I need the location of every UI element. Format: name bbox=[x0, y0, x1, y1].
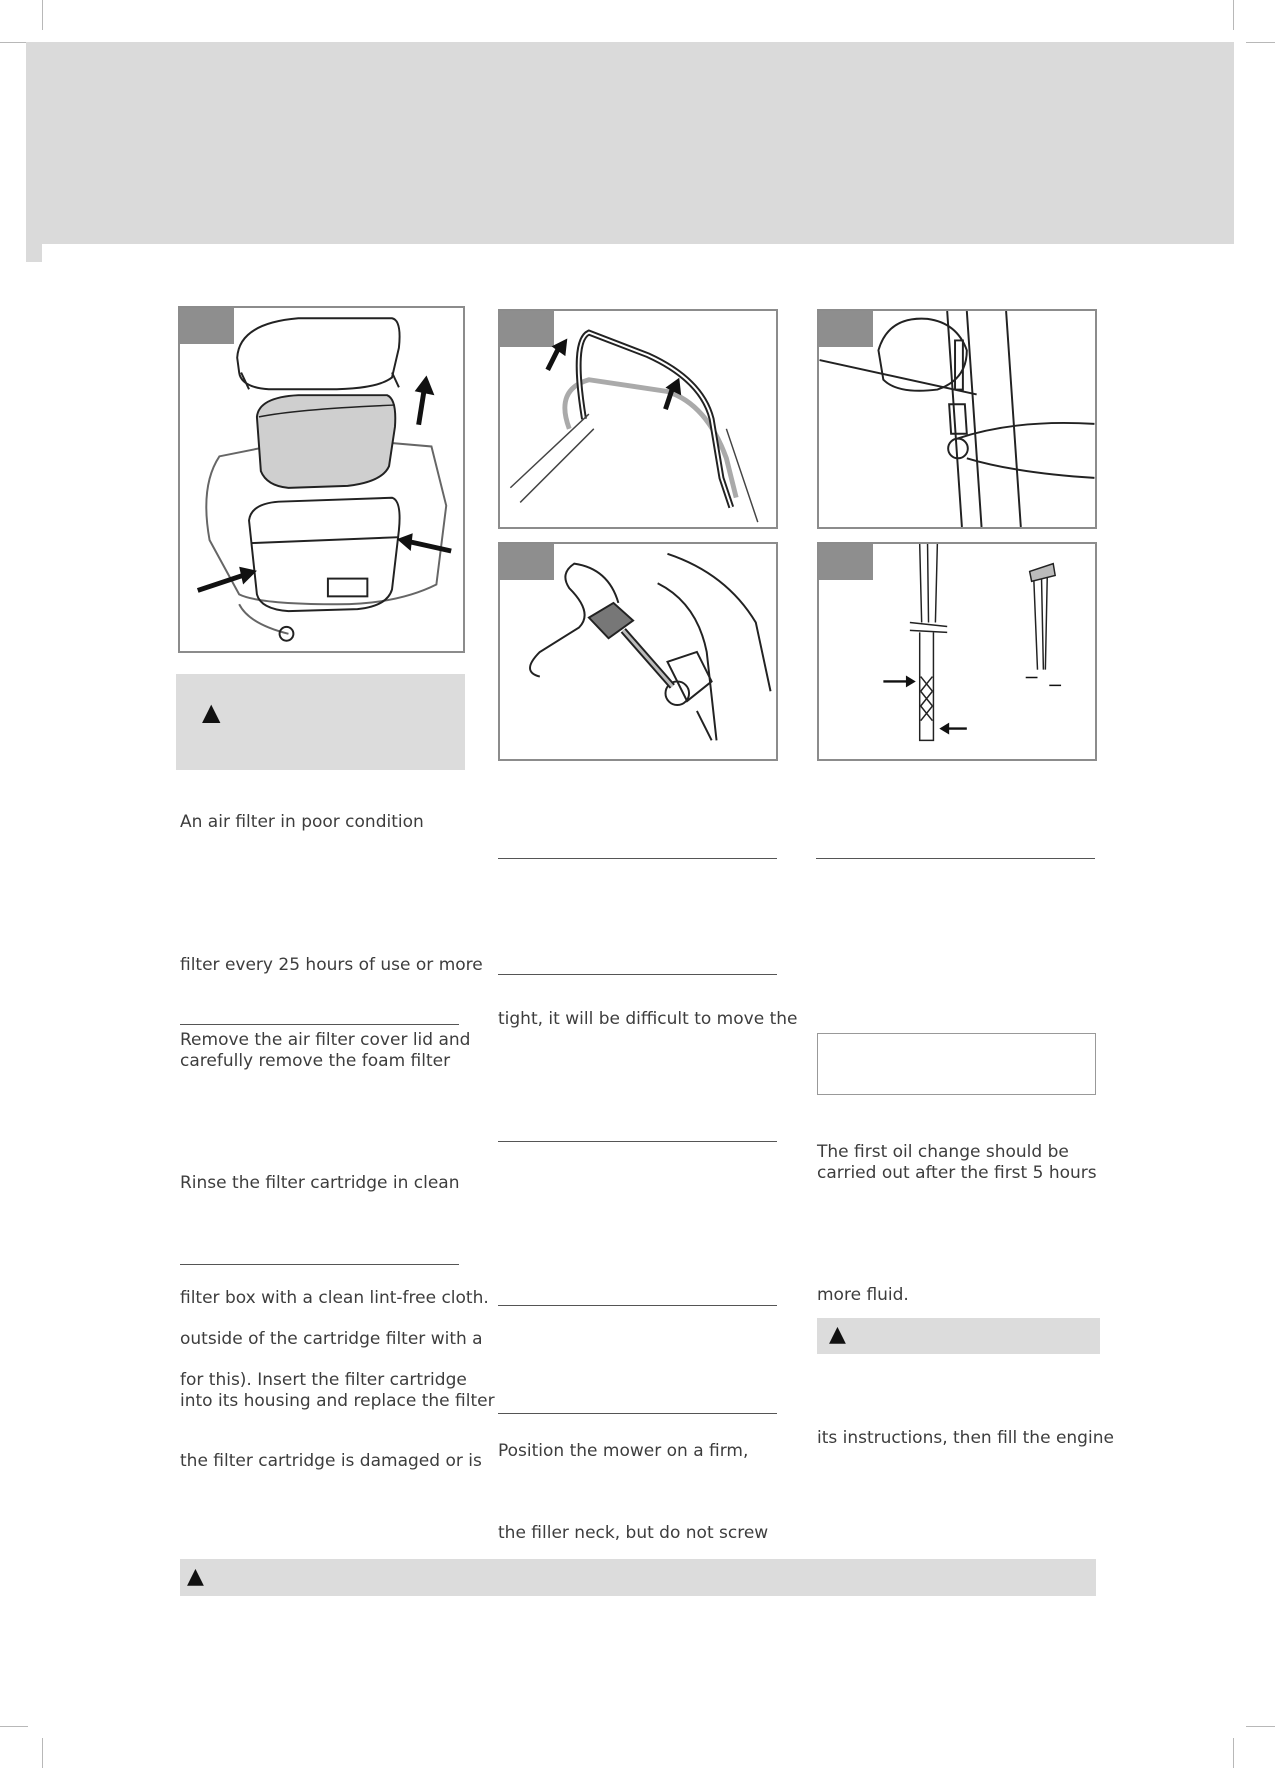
warning-triangle-icon: ▲ bbox=[187, 1564, 204, 1589]
col3-paragraph-2: more fluid. bbox=[817, 1285, 909, 1305]
header-notch bbox=[26, 244, 42, 262]
col2-paragraph-1: tight, it will be difficult to move the bbox=[498, 1009, 798, 1029]
warning-box-left bbox=[176, 674, 465, 770]
crop-mark bbox=[42, 0, 43, 30]
warning-triangle-icon: ▲ bbox=[829, 1322, 846, 1347]
warning-bar-bottom bbox=[180, 1559, 1096, 1596]
mower-handle-fold-icon bbox=[500, 311, 776, 527]
col3-section-rule bbox=[816, 858, 1095, 859]
col3-paragraph-1-line-2: carried out after the first 5 hours bbox=[817, 1163, 1097, 1183]
header-band bbox=[26, 42, 1234, 244]
note-box bbox=[817, 1033, 1096, 1095]
col1-paragraph-3-line-2: carefully remove the foam filter bbox=[180, 1051, 451, 1071]
figure-handle-fold bbox=[498, 309, 778, 529]
col1-section-rule bbox=[180, 1024, 459, 1025]
col2-section-rule bbox=[498, 1305, 777, 1306]
crop-mark bbox=[1246, 42, 1275, 43]
dipstick-removal-icon bbox=[819, 311, 1095, 527]
col1-paragraph-7-line-2: into its housing and replace the filter bbox=[180, 1391, 495, 1411]
crop-mark bbox=[1246, 1726, 1275, 1727]
crop-mark bbox=[1233, 1738, 1234, 1768]
warning-triangle-icon: ▲ bbox=[202, 698, 221, 726]
col3-paragraph-3: its instructions, then fill the engine bbox=[817, 1428, 1114, 1448]
col1-paragraph-4: Rinse the filter cartridge in clean bbox=[180, 1173, 460, 1193]
col1-section-rule bbox=[180, 1264, 459, 1265]
col1-paragraph-6: outside of the cartridge filter with a bbox=[180, 1329, 483, 1349]
air-filter-assembly-icon bbox=[180, 308, 463, 651]
col1-paragraph-7-line-1: for this). Insert the filter cartridge bbox=[180, 1370, 467, 1390]
col2-section-rule bbox=[498, 1413, 777, 1414]
figure-spark-plug bbox=[498, 542, 778, 761]
col1-paragraph-1: An air filter in poor condition bbox=[180, 812, 424, 832]
col1-paragraph-2: filter every 25 hours of use or more bbox=[180, 955, 483, 975]
col2-section-rule bbox=[498, 974, 777, 975]
crop-mark bbox=[42, 1738, 43, 1768]
figure-air-filter bbox=[178, 306, 465, 653]
crop-mark bbox=[0, 1726, 28, 1727]
warning-box-right bbox=[817, 1318, 1100, 1354]
spark-plug-wrench-icon bbox=[500, 544, 776, 759]
col1-paragraph-3-line-1: Remove the air filter cover lid and bbox=[180, 1030, 471, 1050]
crop-mark bbox=[0, 42, 28, 43]
figure-dipstick-removal bbox=[817, 309, 1097, 529]
col1-paragraph-5: filter box with a clean lint-free cloth. bbox=[180, 1288, 489, 1308]
col3-paragraph-1-line-1: The first oil change should be bbox=[817, 1142, 1069, 1162]
col2-paragraph-3: the filler neck, but do not screw bbox=[498, 1523, 769, 1543]
col2-paragraph-2: Position the mower on a firm, bbox=[498, 1441, 749, 1461]
col1-paragraph-8: the filter cartridge is damaged or is bbox=[180, 1451, 482, 1471]
crop-mark bbox=[1233, 0, 1234, 30]
figure-dipstick-levels bbox=[817, 542, 1097, 761]
col2-section-rule bbox=[498, 1141, 777, 1142]
col2-section-rule bbox=[498, 858, 777, 859]
dipstick-level-marks-icon bbox=[819, 544, 1095, 759]
